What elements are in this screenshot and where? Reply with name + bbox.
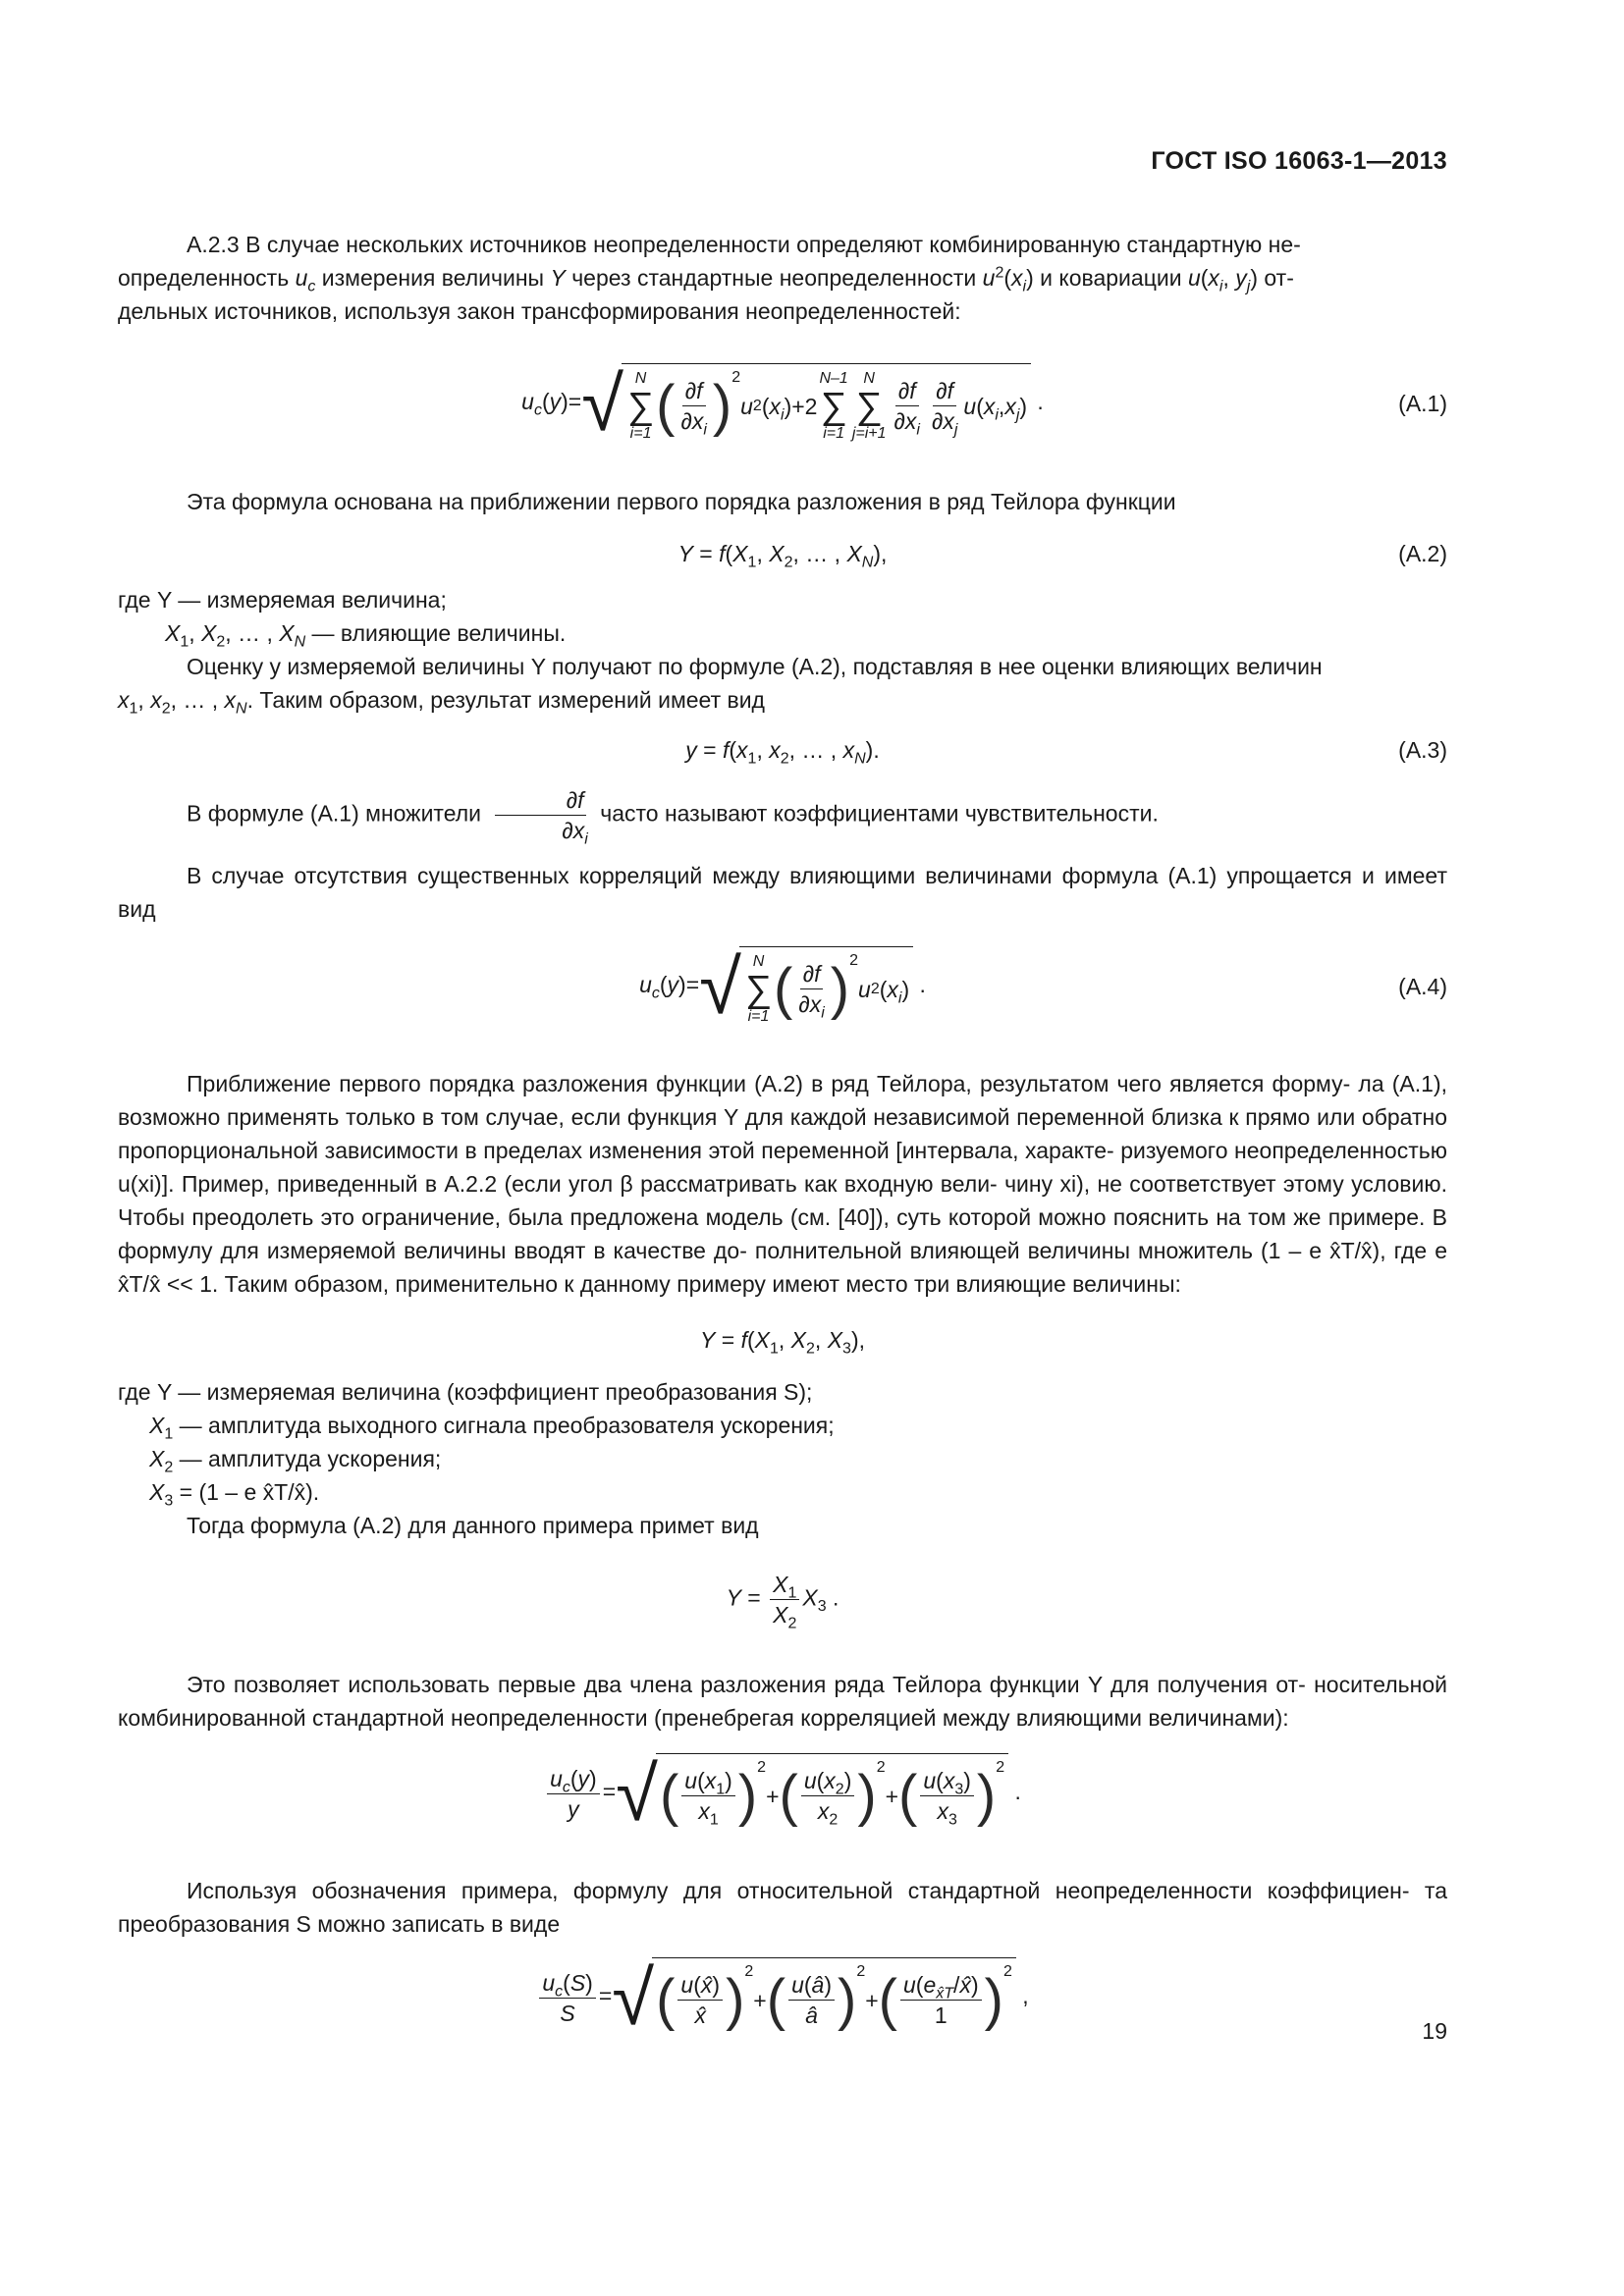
- equation-a2: $Y = f(X_1$, $X_2$, … , $X_N$), (A.2): [118, 534, 1447, 573]
- eq-number-a2: (A.2): [1398, 541, 1447, 566]
- equation-ratio: Y = $\frac{X_1}{X_2}$ $X_3$ .: [726, 1571, 839, 1632]
- paragraph-using: Используя обозначения примера, формулу для относительной стандартной неопределенности коэффициен- та преобразования S можно записать в виде: [118, 1878, 1447, 1937]
- paragraph-a23-line1: А.2.3 В случае нескольких источников неопределенности определяют комбинированную стандартную не-: [187, 232, 1301, 257]
- equation-three-inputs: $Y = f(X_1$, $X_2$, $X_3$),: [700, 1327, 865, 1358]
- standard-code: ГОСТ ISO 16063-1—2013: [1151, 147, 1447, 175]
- X-list: $X_1$, $X_2$, … , $X_N$ — влияющие величины.: [165, 620, 567, 651]
- paragraph-estimate-2: $x_1$, $x_2$, … , $x_N$. Таким образом, результат измерений имеет вид: [118, 687, 765, 718]
- eq-number-a3: (A.3): [1398, 737, 1447, 763]
- eq-number-a1: (A.1): [1398, 391, 1447, 416]
- equation-relative-uncertainty: $\frac{u_c(y)}{y}$ = √ ( $\frac{u(x_1)}{x_1}$ ) 2 + ( $\frac{u(x_2)}{x_2}$ ) 2 + ( $\frac{u(x_3)}{x_3}$ ) 2 .: [118, 1746, 1447, 1841]
- paragraph-a23-line3: дельных источников, используя закон трансформирования неопределенностей:: [118, 298, 961, 324]
- paragraph-then: Тогда формула (A.2) для данного примера примет вид: [187, 1513, 759, 1538]
- page-content: [118, 228, 1447, 2045]
- X1-definition: $X_1$ — амплитуда выходного сигнала преобразователя ускорения;: [149, 1413, 835, 1443]
- paragraph-allows: Это позволяет использовать первые два члена разложения ряда Тейлора функции Y для получения от- носительной комбинированной стандартной неопределенности (пренебрегая корреляцией между влияющими величинами):: [118, 1672, 1447, 1731]
- paragraph-estimate: Оценку y измеряемой величины Y получают по формуле (A.2), подставляя в нее оценки влияющих величин: [187, 654, 1323, 679]
- equation-a1: $u_c(y)=$ √ N ∑ i=1 ( $\frac{\partial f}{\partial x_i}$ ) 2 u 2 ( $x_i$ )+2 N–1 ∑ i=1 N ∑ j=i+1 $\frac{\partial f}{\partial x_i}$ $\frac{\partial f}{\partial x_j}$ u ( $x_i$ , $x_j$ ) . (A.1): [521, 360, 1447, 447]
- equation-sensitivity-uncertainty: $\frac{u_c(S)}{S}$ = √ ( $\frac{u(x̂)}{x̂}$ ) 2 + ( $\frac{u(â)}{â}$ ) 2 + ( $\frac{u(e_{x̂T}/x̂)}{1}$ ) 2 ,: [118, 1950, 1447, 2045]
- paragraph-approximation: Приближение первого порядка разложения функции (A.2) в ряд Тейлора, результатом чего является форму- ла (A.1), возможно применять только в том случае, если функция Y для каждой независимой переменной близка к прямо или обратно пропорциональной зависимости в пределах изменения этой переменной [интервала, характе- ризуемого неопределенностью u(xi)]. Пример, приведенный в А.2.2 (если угол β рассматривать как входную вели- чину xi), не соответствует этому условию. Чтобы преодолеть это ограничение, была предложена модель (см. [40]), суть которой можно пояснить на том же примере. В формулу для измеряемой величины вводят в качестве до- полнительной влияющей величины множитель (1 – e x̂T/x̂), где e x̂T/x̂ << 1. Таким образом, применительно к данному примеру имеют место три влияющие величины:: [118, 1071, 1447, 1297]
- where-Y: где Y — измеряемая величина;: [118, 587, 447, 613]
- paragraph-taylor: Эта формула основана на приближении первого порядка разложения в ряд Тейлора функции: [187, 489, 1176, 514]
- equation-a4: $u_c(y)=$ √ N ∑ i=1 ( $\frac{\partial f}{\partial x_i}$ ) 2 u 2 ( $x_i$ ) . (A.4): [639, 943, 1447, 1030]
- where2-Y: где Y — измеряемая величина (коэффициент преобразования S);: [118, 1379, 813, 1405]
- eq-number-a4: (A.4): [1398, 974, 1447, 999]
- paragraph-nocorr: В случае отсутствия существенных корреляций между влияющими величинами формула (A.1) упрощается и имеет вид: [118, 863, 1447, 922]
- paragraph-coefficients: В формуле (A.1) множители $\frac{\partial f}{\partial x_i}$ часто называют коэффициентами чувствительности.: [187, 787, 1159, 848]
- page-number: 19: [1422, 2018, 1447, 2044]
- paragraph-a23-line2: определенность $u_c$ измерения величины Y через стандартные неопределенности $u^2(x_i)$ и ковариации $u(x_i$, $y_j$) от-: [118, 264, 1294, 295]
- X3-definition: $X_3 = (1 - e$ x̂T/x̂).: [149, 1479, 320, 1510]
- equation-a3: $y = f(x_1$, $x_2$, … , $x_N$). (A.3): [118, 730, 1447, 770]
- X2-definition: $X_2$ — амплитуда ускорения;: [149, 1446, 442, 1476]
